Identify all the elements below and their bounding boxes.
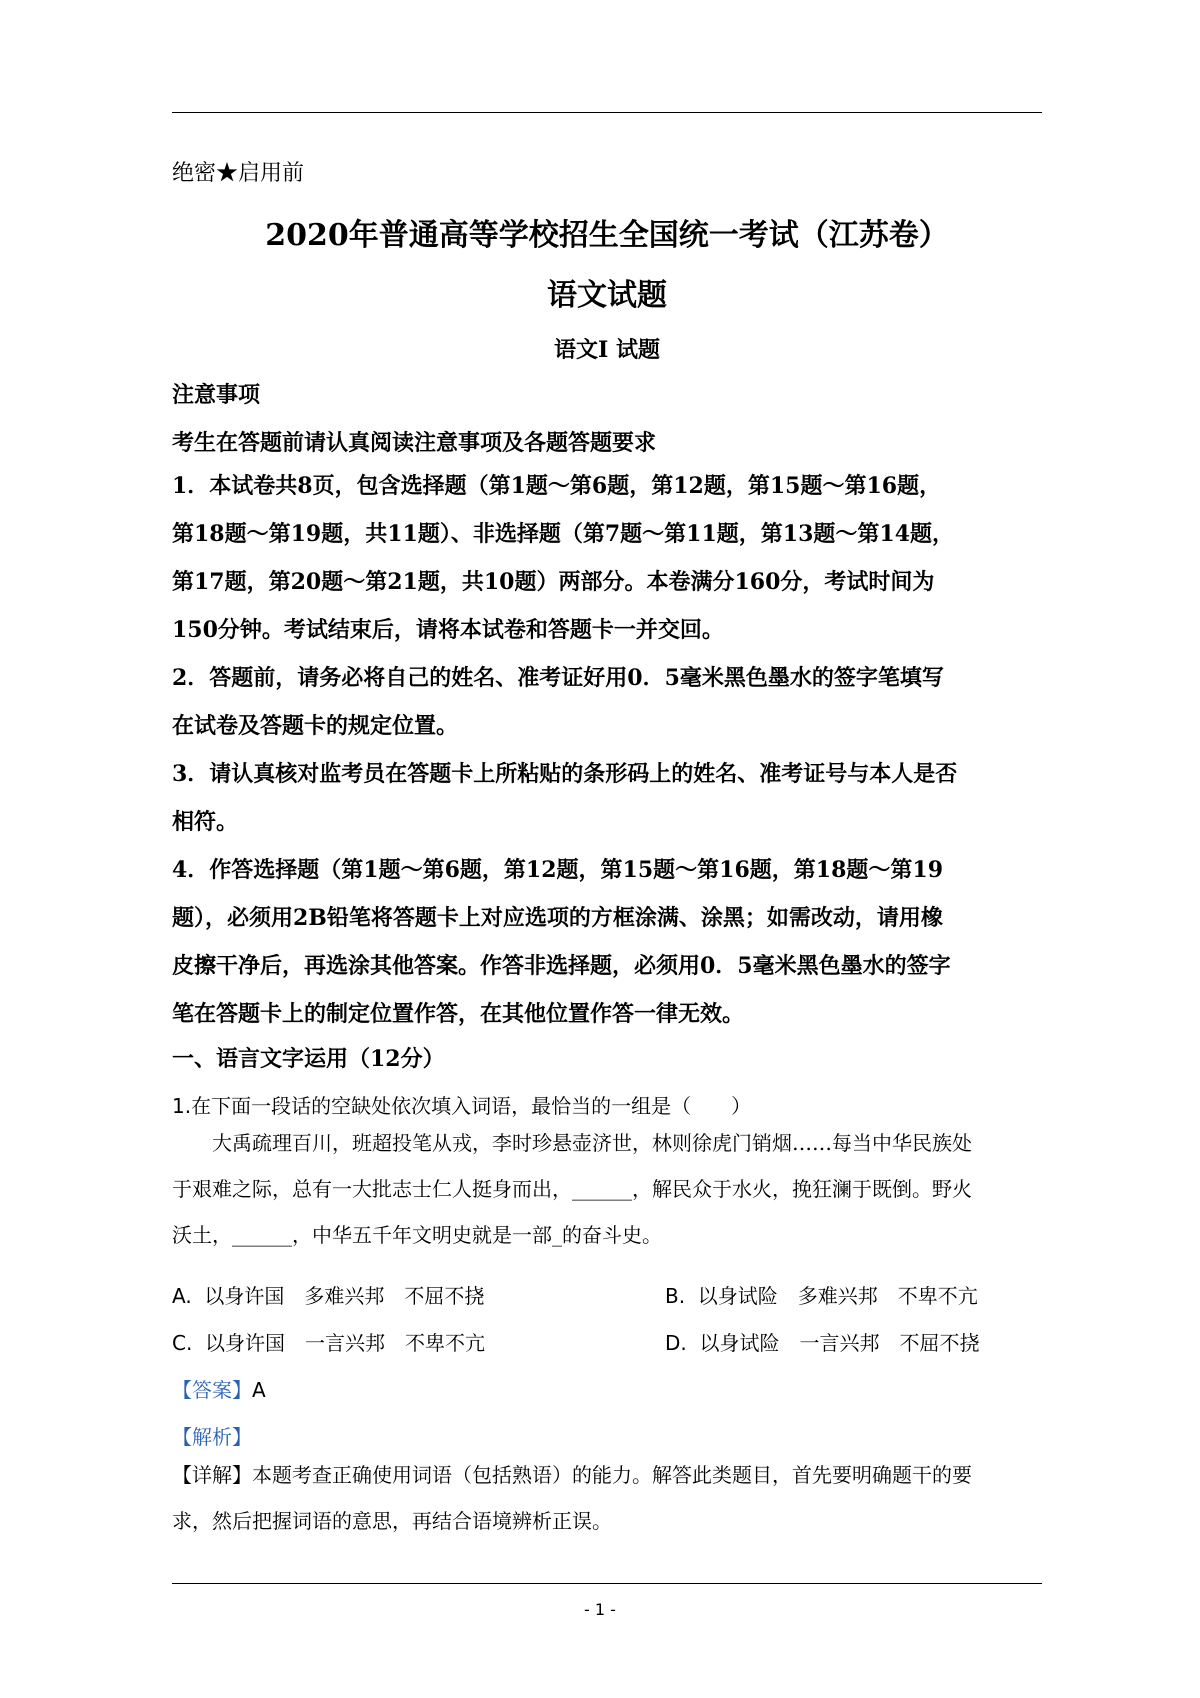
answer-tag: 【答案】 <box>172 1378 252 1402</box>
notice-line: 1．本试卷共8页，包含选择题（第1题～第6题，第12题，第15题～第16题， <box>172 473 942 499</box>
detail-line: 求，然后把握词语的意思，再结合语境辨析正误。 <box>172 1509 612 1533</box>
notice-line: 皮擦干净后，再选涂其他答案。作答非选择题，必须用0．5毫米黑色墨水的签字 <box>172 953 951 979</box>
notice-heading: 注意事项 <box>172 382 261 408</box>
analysis-line <box>172 1421 252 1450</box>
page-number: - 1 - <box>584 1600 616 1619</box>
notice-line: 2．答题前，请务必将自己的姓名、准考证好用0．5毫米黑色墨水的签字笔填写 <box>172 665 944 691</box>
detail-line: 【详解】本题考查正确使用词语（包括熟语）的能力。解答此类题目，首先要明确题干的要 <box>172 1463 972 1487</box>
passage-line: 大禹疏理百川，班超投笔从戎，李时珍悬壶济世，林则徐虎门销烟……每当中华民族处 <box>172 1131 972 1155</box>
answer-line <box>172 1374 266 1403</box>
header-rule <box>172 112 1042 113</box>
notice-line: 3．请认真核对监考员在答题卡上所粘贴的条形码上的姓名、准考证号与本人是否 <box>172 761 958 787</box>
notice-item-4 <box>172 846 1042 1038</box>
exam-subtitle: 语文试题 <box>547 278 667 313</box>
option-a: A. 以身许国 多难兴邦 不屈不挠 <box>172 1284 485 1308</box>
exam-title: 2020年普通高等学校招生全国统一考试（江苏卷） <box>265 218 949 253</box>
section-title: 语文Ⅰ 试题 <box>554 337 660 363</box>
notice-line: 4．作答选择题（第1题～第6题，第12题，第15题～第16题，第18题～第19 <box>172 857 944 883</box>
notice-intro: 考生在答题前请认真阅读注意事项及各题答题要求 <box>172 430 657 456</box>
notice-line: 第17题，第20题～第21题，共10题）两部分。本卷满分160分，考试时间为 <box>172 569 935 595</box>
notice-item-1 <box>172 462 1042 654</box>
confidential-mark: 绝密★启用前 <box>172 161 305 186</box>
detail-explanation <box>172 1452 1042 1544</box>
passage-line: 沃土，______，中华五千年文明史就是一部_的奋斗史。 <box>172 1223 662 1247</box>
notice-line: 笔在答题卡上的制定位置作答，在其他位置作答一律无效。 <box>172 1001 745 1027</box>
notice-item-2 <box>172 654 1042 750</box>
notice-line: 在试卷及答题卡的规定位置。 <box>172 713 459 739</box>
question-passage <box>172 1120 1042 1258</box>
notice-line: 题），必须用2B铅笔将答题卡上对应选项的方框涂满、涂黑；如需改动，请用橡 <box>172 905 943 931</box>
option-d: D. 以身试险 一言兴邦 不屈不挠 <box>665 1331 980 1355</box>
answer-value: A <box>252 1378 266 1402</box>
option-c: C. 以身许国 一言兴邦 不卑不亢 <box>172 1331 486 1355</box>
option-b: B. 以身试险 多难兴邦 不卑不亢 <box>665 1284 978 1308</box>
footer-rule <box>172 1583 1042 1584</box>
notice-line: 第18题～第19题，共11题）、非选择题（第7题～第11题，第13题～第14题， <box>172 521 955 547</box>
notice-line: 相符。 <box>172 809 239 835</box>
part-heading: 一、语言文字运用（12分） <box>172 1046 445 1072</box>
notice-line: 150分钟。考试结束后，请将本试卷和答题卡一并交回。 <box>172 617 724 643</box>
passage-line: 于艰难之际，总有一大批志士仁人挺身而出，______，解民众于水火，挽狂澜于既倒。野火 <box>172 1177 972 1201</box>
analysis-tag: 【解析】 <box>172 1425 252 1449</box>
notice-item-3 <box>172 750 1042 846</box>
question-stem: 1.在下面一段话的空缺处依次填入词语，最恰当的一组是（ ） <box>172 1094 752 1118</box>
